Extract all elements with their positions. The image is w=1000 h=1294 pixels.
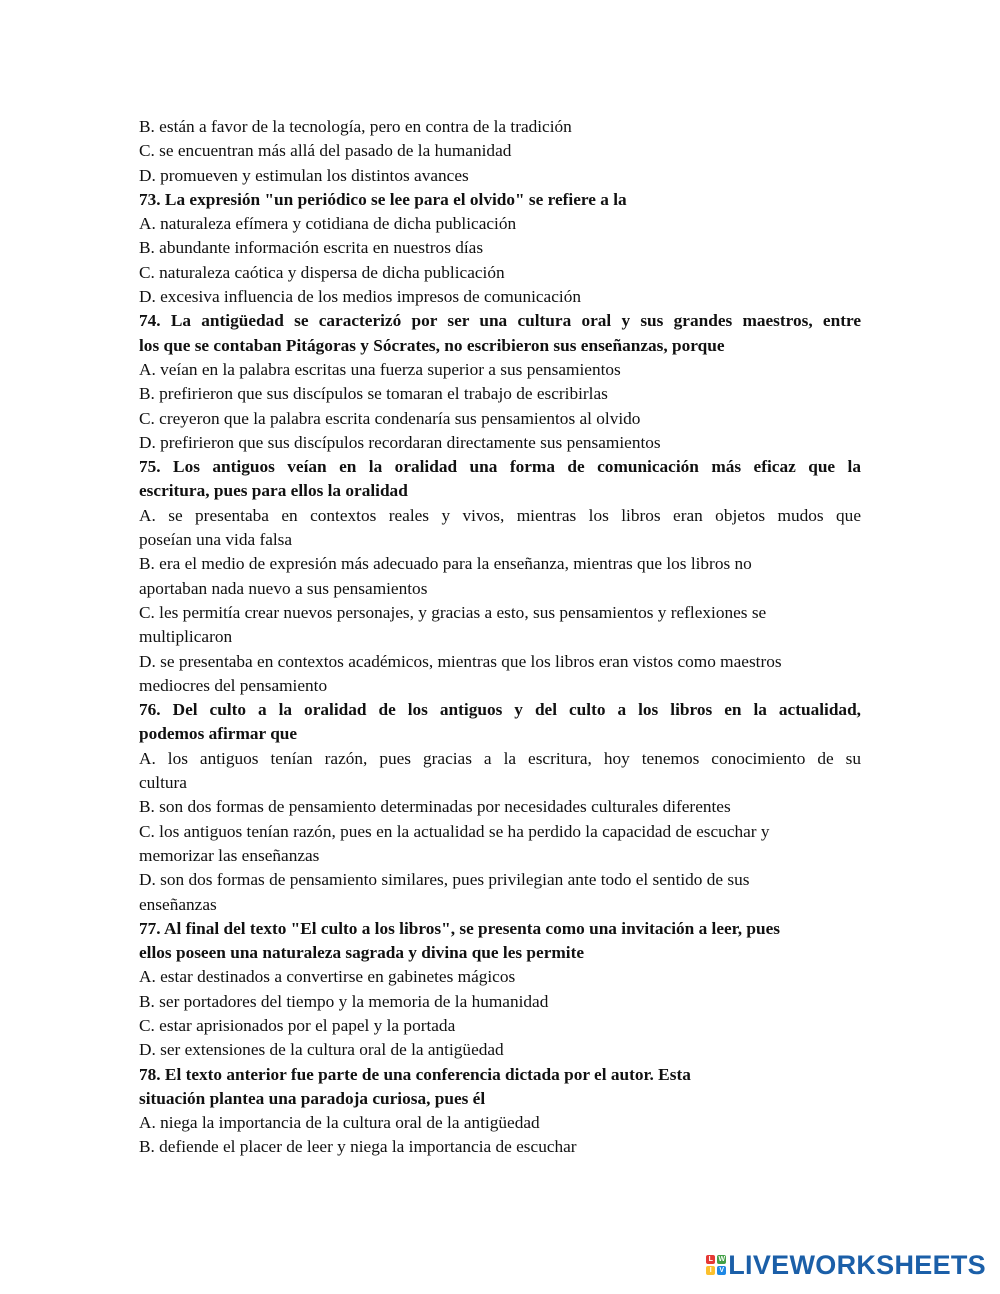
option-line: B. era el medio de expresión más adecuado para la enseñanza, mientras que los libros no	[139, 554, 752, 574]
option-line: C. naturaleza caótica y dispersa de dicha publicación	[139, 262, 505, 282]
option-line: C. se encuentran más allá del pasado de la humanidad	[139, 141, 512, 161]
question-line: podemos afirmar que	[139, 724, 298, 744]
question-line: ellos poseen una naturaleza sagrada y divina que les permite	[139, 943, 585, 963]
option-line: D. prefirieron que sus discípulos recordaran directamente sus pensamientos	[139, 432, 661, 452]
option-line: C. creyeron que la palabra escrita condenaría sus pensamientos al olvido	[139, 408, 641, 428]
option-line: aportaban nada nuevo a sus pensamientos	[139, 578, 428, 598]
option-line: cultura	[139, 773, 187, 793]
question-line: los que se contaban Pitágoras y Sócrates, no escribieron sus enseñanzas, porque	[139, 335, 725, 355]
option-line: A. niega la importancia de la cultura oral de la antigüedad	[139, 1113, 540, 1133]
option-line: C. estar aprisionados por el papel y la portada	[139, 1015, 456, 1035]
option-line: C. los antiguos tenían razón, pues en la actualidad se ha perdido la capacidad de escuchar y	[139, 821, 770, 841]
question-line: 73. La expresión "un periódico se lee para el olvido" se refiere a la	[139, 189, 627, 209]
option-line: D. se presentaba en contextos académicos, mientras que los libros eran vistos como maestros	[139, 651, 782, 671]
logo-grid-cell: I	[706, 1266, 715, 1275]
logo-grid-cell: W	[718, 1256, 726, 1263]
question-line: 75. Los antiguos veían en la oralidad una forma de comunicación más eficaz que la	[139, 457, 861, 477]
option-line: B. abundante información escrita en nuestros días	[139, 238, 484, 258]
question-line: 76. Del culto a la oralidad de los antiguos y del culto a los libros en la actualidad,	[139, 700, 861, 720]
option-line: D. promueven y estimulan los distintos avances	[139, 165, 469, 185]
option-line: B. defiende el placer de leer y niega la importancia de escuchar	[139, 1137, 577, 1157]
question-line: 78. El texto anterior fue parte de una conferencia dictada por el autor. Esta	[139, 1064, 691, 1084]
option-line: B. ser portadores del tiempo y la memoria de la humanidad	[139, 991, 549, 1011]
option-line: D. excesiva influencia de los medios impresos de comunicación	[139, 287, 581, 307]
logo-grid-icon	[706, 1255, 726, 1275]
option-line: B. están a favor de la tecnología, pero en contra de la tradición	[139, 117, 572, 136]
logo-wordmark: LIVEWORKSHEETS	[728, 1250, 986, 1280]
question-line: escritura, pues para ellos la oralidad	[139, 481, 408, 501]
logo-grid-cell: V	[717, 1266, 726, 1275]
question-line: situación plantea una paradoja curiosa, pues él	[139, 1088, 486, 1108]
option-line: memorizar las enseñanzas	[139, 845, 320, 865]
option-line: C. les permitía crear nuevos personajes, y gracias a esto, sus pensamientos y reflexiones se	[139, 602, 767, 622]
option-line: poseían una vida falsa	[139, 530, 293, 550]
option-line: multiplicaron	[139, 627, 233, 647]
option-line: A. veían en la palabra escritas una fuerza superior a sus pensamientos	[139, 359, 621, 379]
option-line: mediocres del pensamiento	[139, 675, 328, 695]
logo-grid-cell: L	[706, 1255, 715, 1264]
option-line: A. estar destinados a convertirse en gabinetes mágicos	[139, 967, 516, 987]
option-line: A. naturaleza efímera y cotidiana de dicha publicación	[139, 214, 517, 234]
option-line: A. se presentaba en contextos reales y vivos, mientras los libros eran objetos mudos que	[139, 505, 861, 525]
liveworksheets-logo	[706, 1250, 986, 1280]
option-line: D. ser extensiones de la cultura oral de la antigüedad	[139, 1040, 504, 1060]
option-line: D. son dos formas de pensamiento similares, pues privilegian ante todo el sentido de sus	[139, 870, 750, 890]
option-line: enseñanzas	[139, 894, 217, 914]
option-line: B. prefirieron que sus discípulos se tomaran el trabajo de escribirlas	[139, 384, 608, 404]
option-line: A. los antiguos tenían razón, pues gracias a la escritura, hoy tenemos conocimiento de su	[139, 748, 861, 768]
question-line: 77. Al final del texto "El culto a los libros", se presenta como una invitación a leer, pues	[139, 918, 781, 938]
worksheet-text	[139, 115, 861, 1160]
question-line: 74. La antigüedad se caracterizó por ser una cultura oral y sus grandes maestros, entre	[139, 311, 861, 331]
option-line: B. son dos formas de pensamiento determinadas por necesidades culturales diferentes	[139, 797, 731, 817]
